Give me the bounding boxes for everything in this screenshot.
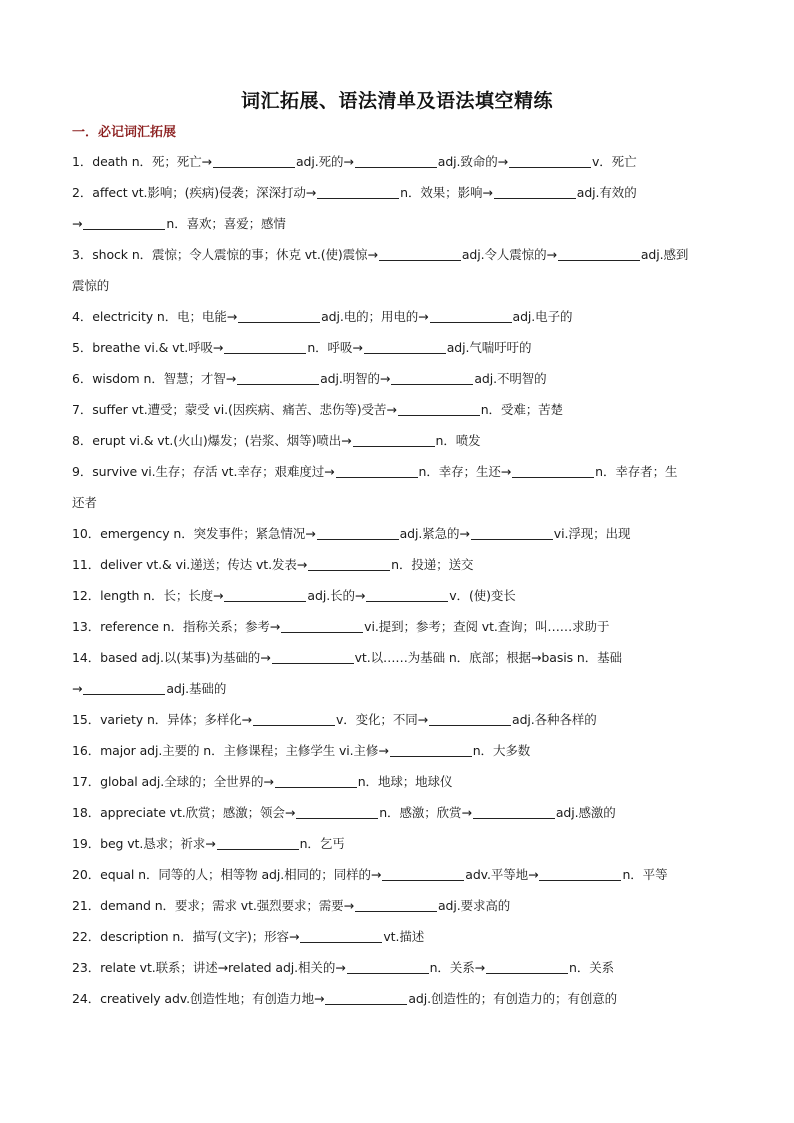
entry-text: adj.电的；用电的→	[321, 309, 429, 324]
entry-text: n．幸存者；生	[595, 464, 678, 479]
entry-text: 14．based adj.以(某事)为基础的→	[72, 650, 271, 665]
entry-text: 6．wisdom n．智慧；才智→	[72, 371, 237, 386]
answer-blank[interactable]	[281, 618, 363, 633]
vocabulary-line	[72, 518, 724, 549]
answer-blank[interactable]	[238, 308, 320, 323]
vocabulary-list	[72, 146, 724, 1014]
answer-blank[interactable]	[473, 804, 555, 819]
entry-text: 还者	[72, 495, 97, 510]
vocabulary-line	[72, 983, 724, 1014]
entry-text: →	[72, 681, 83, 696]
entry-text: 18．appreciate vt.欣赏；感激；领会→	[72, 805, 296, 820]
entry-text: adj.不明智的	[474, 371, 547, 386]
entry-text: vi.提到；参考；查阅 vt.查询；叫……求助于	[364, 619, 610, 634]
vocabulary-line	[72, 270, 724, 301]
entry-text: adj.死的→	[295, 154, 354, 169]
entry-text: n．乞丐	[299, 836, 345, 851]
entry-text: adj.各种各样的	[512, 712, 597, 727]
entry-text: n．平等	[622, 867, 668, 882]
vocabulary-line	[72, 952, 724, 983]
vocabulary-line	[72, 921, 724, 952]
vocabulary-line	[72, 673, 724, 704]
entry-text: n．受难；苦楚	[480, 402, 563, 417]
entry-text: 7．suffer vt.遭受；蒙受 vi.(因疾病、痛苦、悲伤等)受苦→	[72, 402, 397, 417]
answer-blank[interactable]	[379, 246, 461, 261]
entry-text: adj.气喘吁吁的	[446, 340, 532, 355]
answer-blank[interactable]	[494, 184, 576, 199]
answer-blank[interactable]	[486, 959, 568, 974]
entry-text: 15．variety n．异体；多样化→	[72, 712, 252, 727]
vocabulary-line	[72, 456, 724, 487]
entry-text: n．感激；欣赏→	[379, 805, 472, 820]
entry-text: 13．reference n．指称关系；参考→	[72, 619, 281, 634]
entry-text: →	[72, 216, 83, 231]
answer-blank[interactable]	[429, 711, 511, 726]
answer-blank[interactable]	[308, 556, 390, 571]
entry-text: n．大多数	[472, 743, 531, 758]
entry-text: vi.浮现；出现	[553, 526, 631, 541]
vocabulary-line	[72, 704, 724, 735]
answer-blank[interactable]	[353, 432, 435, 447]
vocabulary-line	[72, 425, 724, 456]
entry-text: vt.描述	[383, 929, 425, 944]
answer-blank[interactable]	[224, 339, 306, 354]
vocabulary-line	[72, 859, 724, 890]
entry-text: n．关系	[569, 960, 615, 975]
answer-blank[interactable]	[471, 525, 553, 540]
entry-text: adj.长的→	[307, 588, 366, 603]
entry-text: 11．deliver vt.& vi.递送；传达 vt.发表→	[72, 557, 308, 572]
entry-text: 1．death n．死；死亡→	[72, 154, 212, 169]
answer-blank[interactable]	[317, 184, 399, 199]
answer-blank[interactable]	[391, 370, 473, 385]
answer-blank[interactable]	[512, 463, 594, 478]
answer-blank[interactable]	[398, 401, 480, 416]
answer-blank[interactable]	[300, 928, 382, 943]
vocabulary-line	[72, 394, 724, 425]
answer-blank[interactable]	[355, 153, 437, 168]
answer-blank[interactable]	[83, 215, 165, 230]
entry-text: 5．breathe vi.& vt.呼吸→	[72, 340, 224, 355]
answer-blank[interactable]	[366, 587, 448, 602]
vocabulary-line	[72, 580, 724, 611]
entry-text: adj.创造性的；有创造力的；有创意的	[408, 991, 618, 1006]
answer-blank[interactable]	[347, 959, 429, 974]
entry-text: 12．length n．长；长度→	[72, 588, 224, 603]
entry-text: 9．survive vi.生存；存活 vt.幸存；艰难度过→	[72, 464, 335, 479]
vocabulary-line	[72, 611, 724, 642]
entry-text: v．变化；不同→	[335, 712, 429, 727]
answer-blank[interactable]	[296, 804, 378, 819]
entry-text: 10．emergency n．突发事件；紧急情况→	[72, 526, 316, 541]
vocabulary-line	[72, 549, 724, 580]
entry-text: adj.有效的	[576, 185, 637, 200]
entry-text: 23．relate vt.联系；讲述→related adj.相关的→	[72, 960, 346, 975]
answer-blank[interactable]	[213, 153, 295, 168]
entry-text: 20．equal n．同等的人；相等物 adj.相同的；同样的→	[72, 867, 382, 882]
entry-text: adj.感激的	[555, 805, 616, 820]
vocabulary-line	[72, 208, 724, 239]
answer-blank[interactable]	[275, 773, 357, 788]
answer-blank[interactable]	[390, 742, 472, 757]
entry-text: n．效果；影响→	[400, 185, 493, 200]
answer-blank[interactable]	[253, 711, 335, 726]
vocabulary-line	[72, 177, 724, 208]
entry-text: v．(使)变长	[449, 588, 516, 603]
vocabulary-line	[72, 146, 724, 177]
entry-text: 19．beg vt.恳求；祈求→	[72, 836, 216, 851]
answer-blank[interactable]	[355, 897, 437, 912]
entry-text: adv.平等地→	[465, 867, 539, 882]
entry-text: 22．description n．描写(文字)；形容→	[72, 929, 300, 944]
entry-text: 8．erupt vi.& vt.(火山)爆发；(岩浆、烟等)喷出→	[72, 433, 352, 448]
entry-text: 16．major adj.主要的 n．主修课程；主修学生 vi.主修→	[72, 743, 389, 758]
answer-blank[interactable]	[217, 835, 299, 850]
entry-text: adj.致命的→	[437, 154, 508, 169]
entry-text: 4．electricity n．电；电能→	[72, 309, 238, 324]
vocabulary-line	[72, 766, 724, 797]
answer-blank[interactable]	[224, 587, 306, 602]
entry-text: n．关系→	[429, 960, 486, 975]
entry-text: 24．creatively adv.创造性地；有创造力地→	[72, 991, 325, 1006]
vocabulary-line	[72, 239, 724, 270]
entry-text: adj.电子的	[512, 309, 573, 324]
entry-text: n．地球；地球仪	[357, 774, 453, 789]
entry-text: n．喜欢；喜爱；感情	[166, 216, 286, 231]
entry-text: vt.以……为基础 n．底部；根据→basis n．基础	[354, 650, 622, 665]
vocabulary-line	[72, 487, 724, 518]
entry-text: v．死亡	[591, 154, 637, 169]
answer-blank[interactable]	[430, 308, 512, 323]
answer-blank[interactable]	[325, 990, 407, 1005]
entry-text: adj.基础的	[166, 681, 227, 696]
entry-text: 17．global adj.全球的；全世界的→	[72, 774, 274, 789]
answer-blank[interactable]	[558, 246, 640, 261]
vocabulary-line	[72, 797, 724, 828]
entry-text: 2．affect vt.影响；(疾病)侵袭；深深打动→	[72, 185, 317, 200]
answer-blank[interactable]	[237, 370, 319, 385]
entry-text: adj.要求高的	[437, 898, 511, 913]
entry-text: n．呼吸→	[307, 340, 363, 355]
page-title: 词汇拓展、语法清单及语法填空精练	[240, 90, 553, 112]
entry-text: adj.明智的→	[320, 371, 391, 386]
vocabulary-line	[72, 363, 724, 394]
entry-text: 3．shock n．震惊；令人震惊的事；休克 vt.(使)震惊→	[72, 247, 378, 262]
vocabulary-line	[72, 642, 724, 673]
answer-blank[interactable]	[83, 680, 165, 695]
vocabulary-line	[72, 735, 724, 766]
entry-text: 震惊的	[72, 278, 110, 293]
answer-blank[interactable]	[509, 153, 591, 168]
answer-blank[interactable]	[539, 866, 621, 881]
answer-blank[interactable]	[272, 649, 354, 664]
vocabulary-line	[72, 332, 724, 363]
entry-text: adj.紧急的→	[399, 526, 470, 541]
vocabulary-line	[72, 828, 724, 859]
answer-blank[interactable]	[317, 525, 399, 540]
answer-blank[interactable]	[364, 339, 446, 354]
section-heading: 一．必记词汇拓展	[72, 125, 177, 140]
entry-text: n．投递；送交	[391, 557, 474, 572]
answer-blank[interactable]	[336, 463, 418, 478]
entry-text: 21．demand n．要求；需求 vt.强烈要求；需要→	[72, 898, 354, 913]
entry-text: n．幸存；生还→	[418, 464, 512, 479]
answer-blank[interactable]	[382, 866, 464, 881]
entry-text: n．喷发	[435, 433, 481, 448]
entry-text: adj.感到	[640, 247, 689, 262]
vocabulary-line	[72, 301, 724, 332]
vocabulary-line	[72, 890, 724, 921]
entry-text: adj.令人震惊的→	[461, 247, 557, 262]
